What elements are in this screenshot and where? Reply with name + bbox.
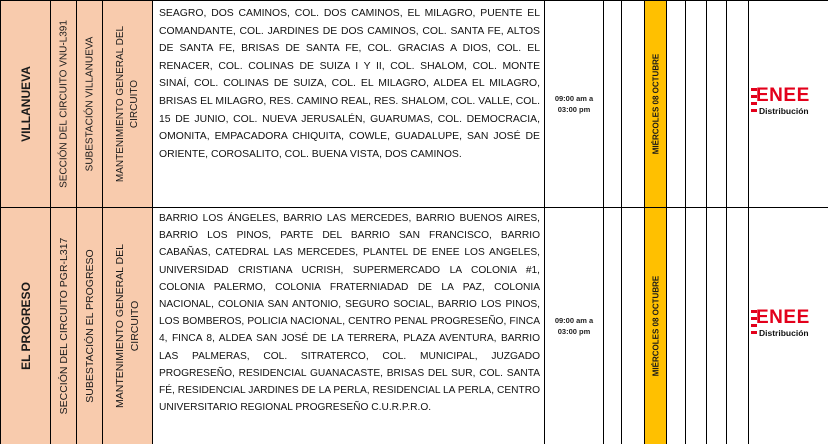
blank-cell xyxy=(685,0,707,208)
logo-wordmark: ENEE xyxy=(756,307,810,328)
city-name: VILLANUEVA xyxy=(18,66,33,142)
sectors-cell xyxy=(152,207,545,444)
blank-cell xyxy=(621,0,645,208)
outage-day: MIÉRCOLES 08 OCTUBRE xyxy=(651,275,660,377)
day-cell xyxy=(644,207,667,444)
substation-name: SUBESTACIÓN VILLANUEVA xyxy=(84,36,95,172)
blank-cell xyxy=(726,0,749,208)
affected-sectors: BARRIO LOS ÁNGELES, BARRIO LAS MERCEDES, BARRIO BUENOS AIRES, BARRIO LOS PINOS, PARTE DEL BARRIO SAN FRANCISCO, BARRIO CABAÑAS, CATEDRAL LAS MERCEDES, PLANTEL DE ENEE LOS ANGELES, UNIVERSIDAD CRISTIANA UCRISH, SUPERMERCADO LA COLONIA #1, COLONIA PALERMO, COLONIA FRATERNIADAD DE LA PAZ, COLONIA NACIONAL, COLONIA SAN ANTONIO, SEGURO SOCIAL, BARRIO LOS PINOS, LOS BOMBEROS, POLICIA NACIONAL, CENTRO PENAL PROGRESEÑO, FINCA 4, FINCA 8, ALDEA SAN JOSÉ DE LA TERRERA, PLAZA AVENTURA, BARRIO LAS PALMERAS, COL. SITRATERCO, COL. MUNICIPAL, JUZGADO PROGRESEÑO, RESIDENCIAL GUANACASTE, BRISAS DEL SUR, COL. SANTA FÉ, RESIDENCIAL JARDINES DE LA PERLA, RESIDENCIAL LA PERLA, CENTRO UNIVERSITARIO REGIONAL PROGRESEÑO C.U.R.P.R.O. xyxy=(159,213,540,414)
substation-cell xyxy=(76,207,103,444)
enee-logo-icon xyxy=(751,308,827,344)
blank-cell xyxy=(706,0,727,208)
blank-cell xyxy=(666,207,686,444)
work-cell xyxy=(102,0,153,208)
sectors-cell xyxy=(152,0,545,208)
section-cell xyxy=(50,207,77,444)
logo-cell xyxy=(748,207,828,444)
blank-cell xyxy=(603,0,622,208)
hours-cell xyxy=(544,207,604,444)
logo-cell xyxy=(748,0,828,208)
logo-wordmark: ENEE xyxy=(756,85,810,106)
blank-cell xyxy=(685,207,707,444)
outage-hours: 09:00 am a 03:00 pm xyxy=(554,94,594,114)
affected-sectors: SEAGRO, DOS CAMINOS, COL. DOS CAMINOS, EL MILAGRO, PUENTE EL COMANDANTE, COL. JARDINES DE DOS CAMINOS, COL. SANTA FE, ALTOS DE SANTA FE, BRISAS DE SANTA FE, COL. GRACIAS A DIOS, COL. EL RENACER, COL. COLINAS DE SUIZA I Y II, COL. SHALOM, COL. MONTE SINAÍ, COL. COLINAS DE SUIZA, COL. EL MILAGRO, ALDEA EL MILAGRO, BRISAS EL MILAGRO, RES. CAMINO REAL, RES. SHALOM, COL. VALLE, COL. 15 DE JUNIO, COL. NUEVA JERUSALÉN, GUARUMAS, COL. DEMOCRACIA, OMONITA, EMPACADORA CHIQUITA, COWLE, GUADALUPE, SAN JOSÉ DE ORIENTE, COROSALITO, COL. BUENA VISTA, DOS CAMINOS. xyxy=(159,8,540,160)
city-cell xyxy=(0,207,51,444)
blank-cell xyxy=(621,207,645,444)
blank-cell xyxy=(603,207,622,444)
substation-name: SUBESTACIÓN EL PROGRESO xyxy=(83,249,96,403)
day-cell xyxy=(644,0,667,208)
hours-cell xyxy=(544,0,604,208)
section-cell xyxy=(50,0,77,208)
substation-cell xyxy=(76,0,103,208)
outage-hours: 09:00 am a 03:00 pm xyxy=(554,316,594,336)
work-description: MANTENIMIENTO GENERAL DEL CIRCUITO xyxy=(114,25,140,183)
work-cell xyxy=(102,207,153,444)
enee-logo-icon xyxy=(751,86,827,122)
city-cell xyxy=(0,0,51,208)
circuit-section: SECCIÓN DEL CIRCUITO VNU-L391 xyxy=(58,20,69,188)
work-description: MANTENIMIENTO GENERAL DEL CIRCUITO xyxy=(113,244,141,408)
outage-day: MIÉRCOLES 08 OCTUBRE xyxy=(651,53,660,155)
logo-subtitle: Distribución xyxy=(759,106,809,116)
blank-cell xyxy=(706,207,727,444)
circuit-section: SECCIÓN DEL CIRCUITO PGR-L317 xyxy=(57,237,70,415)
city-name: EL PROGRESO xyxy=(18,282,33,370)
blank-cell xyxy=(726,207,749,444)
logo-subtitle: Distribución xyxy=(759,328,809,338)
blank-cell xyxy=(666,0,686,208)
